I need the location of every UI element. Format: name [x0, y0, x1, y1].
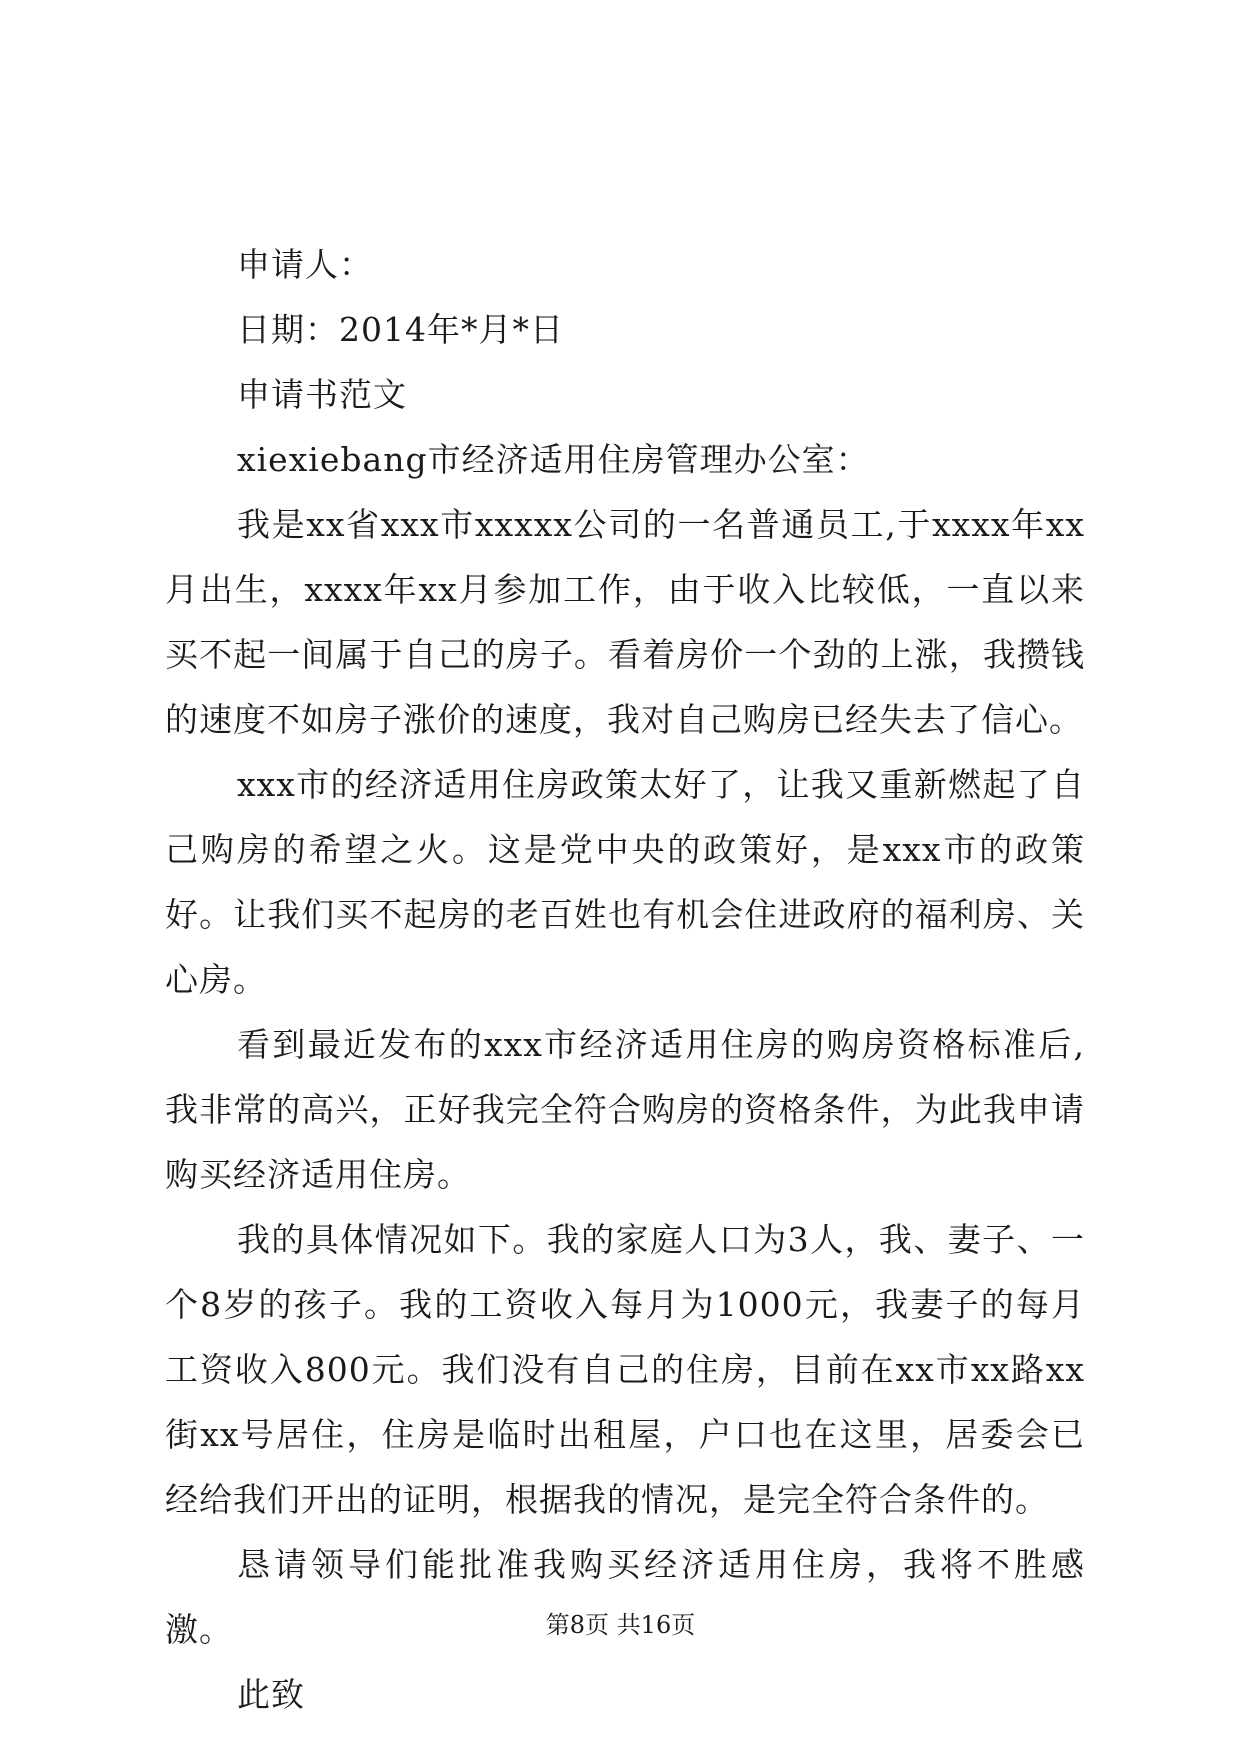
- applicant-line: 申请人：: [237, 245, 373, 284]
- document-body: [165, 232, 1085, 1727]
- body-paragraph-1: 我是xx省xxx市xxxxx公司的一名普通员工,于xxxx年xx月出生，xxxx年xx月参加工作，由于收入比较低，一直以来买不起一间属于自己的房子。看着房价一个劲的上涨，我攒钱的速度不如房子涨价的速度，我对自己购房已经失去了信心。: [165, 505, 1085, 739]
- body-paragraph-2: xxx市的经济适用住房政策太好了，让我又重新燃起了自己购房的希望之火。这是党中央的政策好，是xxx市的政策好。让我们买不起房的老百姓也有机会住进政府的福利房、关心房。: [165, 765, 1085, 999]
- body-paragraph-3: 看到最近发布的xxx市经济适用住房的购房资格标准后,我非常的高兴，正好我完全符合购房的资格条件，为此我申请购买经济适用住房。: [165, 1025, 1085, 1194]
- date-line: 日期：2014年*月*日: [237, 310, 564, 349]
- page-footer: 第8页 共16页: [545, 1611, 696, 1639]
- body-paragraph-5: 恳请领导们能批准我购买经济适用住房，我将不胜感激。: [165, 1545, 1085, 1649]
- body-paragraph-4: 我的具体情况如下。我的家庭人口为3人，我、妻子、一个8岁的孩子。我的工资收入每月为1000元，我妻子的每月工资收入800元。我们没有自己的住房，目前在xx市xx路xx街xx号居住，住房是临时出租屋，户口也在这里，居委会已经给我们开出的证明，根据我的情况，是完全符合条件的。: [165, 1220, 1085, 1519]
- salutation-line: xiexiebang市经济适用住房管理办公室：: [237, 440, 870, 479]
- heading-line: 申请书范文: [237, 375, 407, 414]
- closing-line: 此致: [237, 1675, 305, 1714]
